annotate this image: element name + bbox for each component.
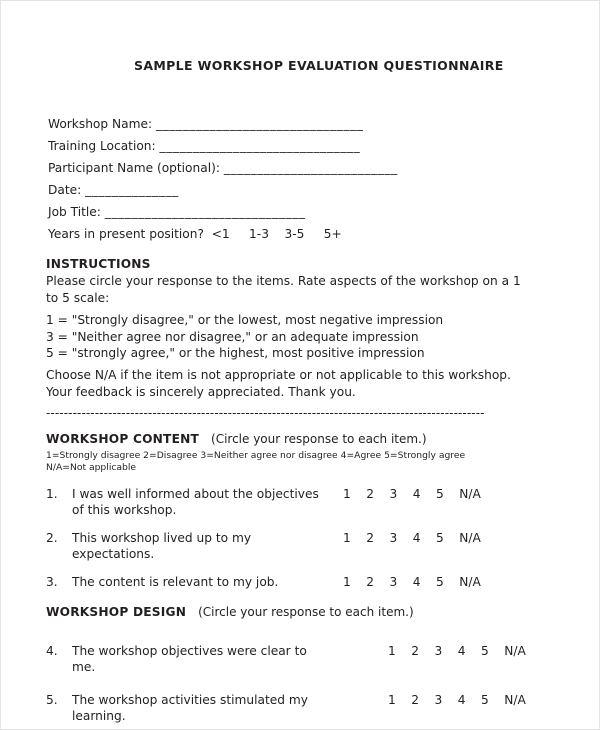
question-item-5: [46, 692, 566, 724]
item-number: 1.: [46, 487, 58, 501]
field-blank-line[interactable]: _______________________________: [155, 117, 364, 131]
section-divider: ---------------------------------------------------------------------------------------------------: [46, 406, 485, 420]
section-workshop-content: [46, 428, 566, 590]
item-text: The content is relevant to my job.: [72, 575, 279, 589]
section-hint: (Circle your response to each item.): [198, 605, 414, 619]
field-row-job-title: [48, 201, 548, 223]
field-blank-line[interactable]: ______________: [85, 183, 179, 197]
item-rating-options[interactable]: 1 2 3 4 5 N/A: [388, 693, 526, 707]
na-instruction-note: Choose N/A if the item is not appropriate or not applicable to this workshop. Your feedback is sincerely appreciated. Thank you.: [46, 368, 511, 399]
field-row-participant-name: [48, 157, 548, 179]
section-hint: (Circle your response to each item.): [211, 432, 427, 446]
participant-info-fields: [48, 113, 548, 245]
section-header: [46, 428, 566, 447]
question-item-3: [46, 574, 566, 590]
legend-line-1: 1=Strongly disagree 2=Disagree 3=Neither agree nor disagree 4=Agree 5=Strongly agree: [46, 450, 466, 461]
section-workshop-design: [46, 601, 566, 724]
field-blank-line[interactable]: ______________________________: [159, 139, 361, 153]
section-legend: [46, 450, 516, 473]
item-text: This workshop lived up to my expectations.: [72, 531, 252, 561]
page-title: SAMPLE WORKSHOP EVALUATION QUESTIONNAIRE: [134, 58, 504, 73]
item-text: The workshop objectives were clear to me.: [72, 644, 307, 674]
legend-line-2: N/A=Not applicable: [46, 461, 137, 473]
item-rating-options[interactable]: 1 2 3 4 5 N/A: [343, 575, 481, 589]
field-label: Training Location:: [48, 139, 156, 153]
section-title: WORKSHOP CONTENT: [46, 432, 200, 446]
field-blank-line[interactable]: __________________________: [223, 161, 398, 175]
item-rating-options[interactable]: 1 2 3 4 5 N/A: [388, 644, 526, 658]
section-title: WORKSHOP DESIGN: [46, 605, 187, 619]
field-row-date: [48, 179, 548, 201]
question-item-4: [46, 643, 566, 675]
scale-definition-1: 1 = "Strongly disagree," or the lowest, most negative impression: [46, 313, 444, 327]
question-item-2: [46, 530, 566, 562]
scale-definition-3: 3 = "Neither agree nor disagree," or an adequate impression: [46, 329, 419, 344]
section-header: [46, 601, 566, 620]
instructions-body: Please circle your response to the items. Rate aspects of the workshop on a 1 to 5 scale:: [46, 274, 521, 305]
scale-definition-5: 5 = "strongly agree," or the highest, most positive impression: [46, 346, 425, 360]
item-number: 3.: [46, 575, 58, 589]
item-number: 5.: [46, 693, 58, 707]
field-label: Participant Name (optional):: [48, 161, 220, 175]
years-question-label: Years in present position?: [48, 227, 204, 241]
rating-scale-definitions: [46, 312, 536, 362]
field-label: Job Title:: [48, 205, 101, 219]
field-row-training-location: [48, 135, 548, 157]
field-row-years-in-position: [48, 223, 548, 245]
item-rating-options[interactable]: 1 2 3 4 5 N/A: [343, 487, 481, 501]
field-label: Date:: [48, 183, 82, 197]
field-label: Workshop Name:: [48, 117, 153, 131]
item-rating-options[interactable]: 1 2 3 4 5 N/A: [343, 531, 481, 545]
item-number: 4.: [46, 644, 58, 658]
item-text: I was well informed about the objectives of this workshop.: [72, 487, 319, 517]
question-item-1: [46, 486, 566, 518]
item-number: 2.: [46, 531, 58, 545]
field-blank-line[interactable]: ______________________________: [104, 205, 306, 219]
item-text: The workshop activities stimulated my learning.: [72, 693, 308, 723]
instructions-heading: INSTRUCTIONS: [46, 257, 151, 271]
field-row-workshop-name: [48, 113, 548, 135]
years-options[interactable]: <1 1-3 3-5 5+: [203, 227, 342, 241]
